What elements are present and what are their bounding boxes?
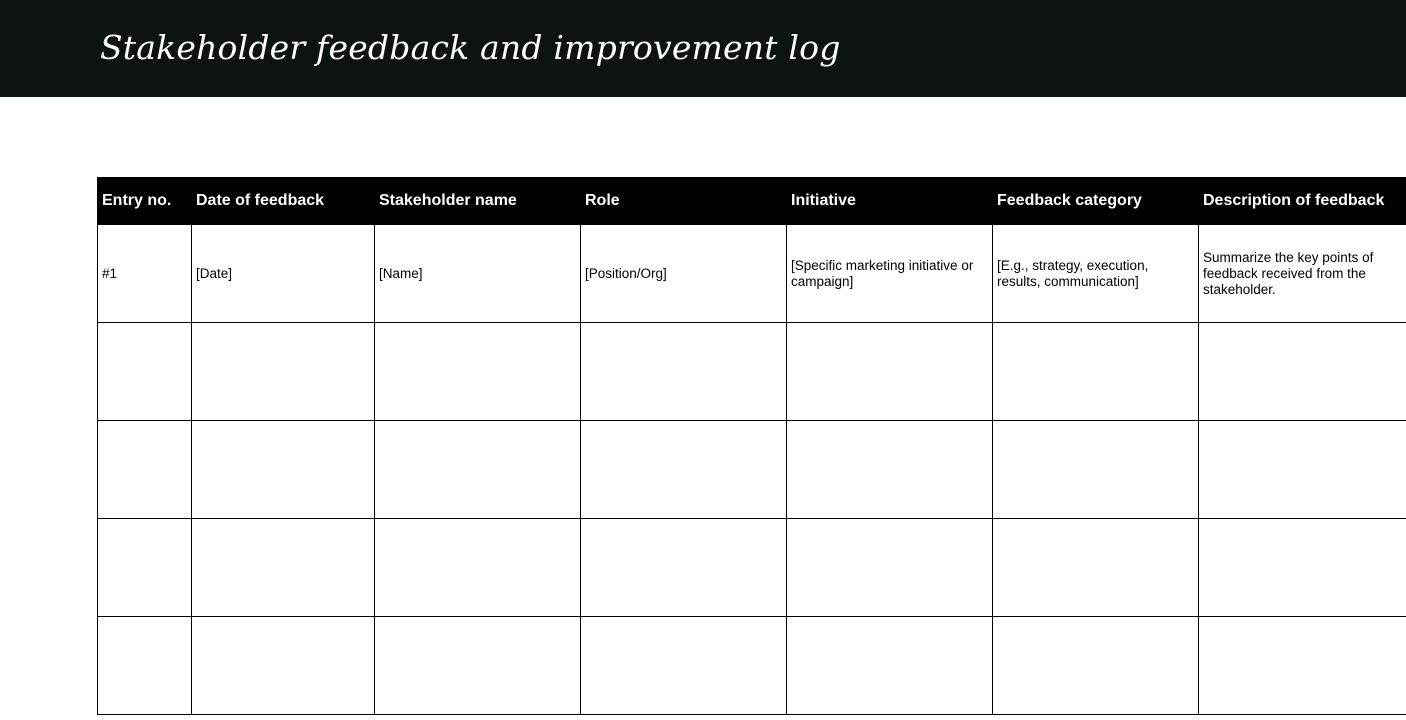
- cell-description[interactable]: [1199, 323, 1406, 421]
- cell-description[interactable]: [1199, 421, 1406, 519]
- cell-role[interactable]: [581, 323, 787, 421]
- cell-stakeholder-name[interactable]: [375, 519, 581, 617]
- header-banner: [0, 0, 1406, 97]
- cell-entry-no[interactable]: [98, 617, 192, 715]
- table-row: [98, 323, 1406, 421]
- cell-date[interactable]: [192, 323, 375, 421]
- cell-feedback-category[interactable]: [993, 323, 1199, 421]
- cell-stakeholder-name[interactable]: [375, 421, 581, 519]
- feedback-log-table: [97, 177, 1406, 715]
- cell-feedback-category[interactable]: [993, 617, 1199, 715]
- cell-entry-no[interactable]: [98, 519, 192, 617]
- table-row: [98, 519, 1406, 617]
- cell-date[interactable]: [192, 519, 375, 617]
- cell-stakeholder-name[interactable]: [375, 617, 581, 715]
- cell-initiative[interactable]: [787, 421, 993, 519]
- cell-feedback-category[interactable]: [993, 519, 1199, 617]
- table-header-row: [98, 178, 1406, 225]
- column-header-description: Description of feedback: [1199, 178, 1406, 225]
- cell-entry-no[interactable]: [98, 421, 192, 519]
- cell-initiative[interactable]: [787, 323, 993, 421]
- cell-description[interactable]: Summarize the key points of feedback received from the stakeholder.: [1199, 225, 1406, 323]
- table-row: [98, 225, 1406, 323]
- cell-date[interactable]: [192, 421, 375, 519]
- cell-stakeholder-name[interactable]: [375, 323, 581, 421]
- cell-stakeholder-name[interactable]: [Name]: [375, 225, 581, 323]
- cell-feedback-category[interactable]: [993, 421, 1199, 519]
- table-row: [98, 421, 1406, 519]
- column-header-date: Date of feedback: [192, 178, 375, 225]
- column-header-role: Role: [581, 178, 787, 225]
- cell-role[interactable]: [581, 519, 787, 617]
- column-header-stakeholder-name: Stakeholder name: [375, 178, 581, 225]
- cell-entry-no[interactable]: #1: [98, 225, 192, 323]
- page-title: Stakeholder feedback and improvement log: [100, 28, 841, 67]
- cell-initiative[interactable]: [787, 617, 993, 715]
- cell-role[interactable]: [Position/Org]: [581, 225, 787, 323]
- cell-date[interactable]: [Date]: [192, 225, 375, 323]
- cell-entry-no[interactable]: [98, 323, 192, 421]
- table-row: [98, 617, 1406, 715]
- cell-role[interactable]: [581, 421, 787, 519]
- column-header-initiative: Initiative: [787, 178, 993, 225]
- column-header-entry-no: Entry no.: [98, 178, 192, 225]
- cell-initiative[interactable]: [787, 519, 993, 617]
- cell-date[interactable]: [192, 617, 375, 715]
- cell-role[interactable]: [581, 617, 787, 715]
- cell-initiative[interactable]: [Specific marketing initiative or campaign]: [787, 225, 993, 323]
- cell-description[interactable]: [1199, 617, 1406, 715]
- column-header-feedback-category: Feedback category: [993, 178, 1199, 225]
- cell-description[interactable]: [1199, 519, 1406, 617]
- cell-feedback-category[interactable]: [E.g., strategy, execution, results, communication]: [993, 225, 1199, 323]
